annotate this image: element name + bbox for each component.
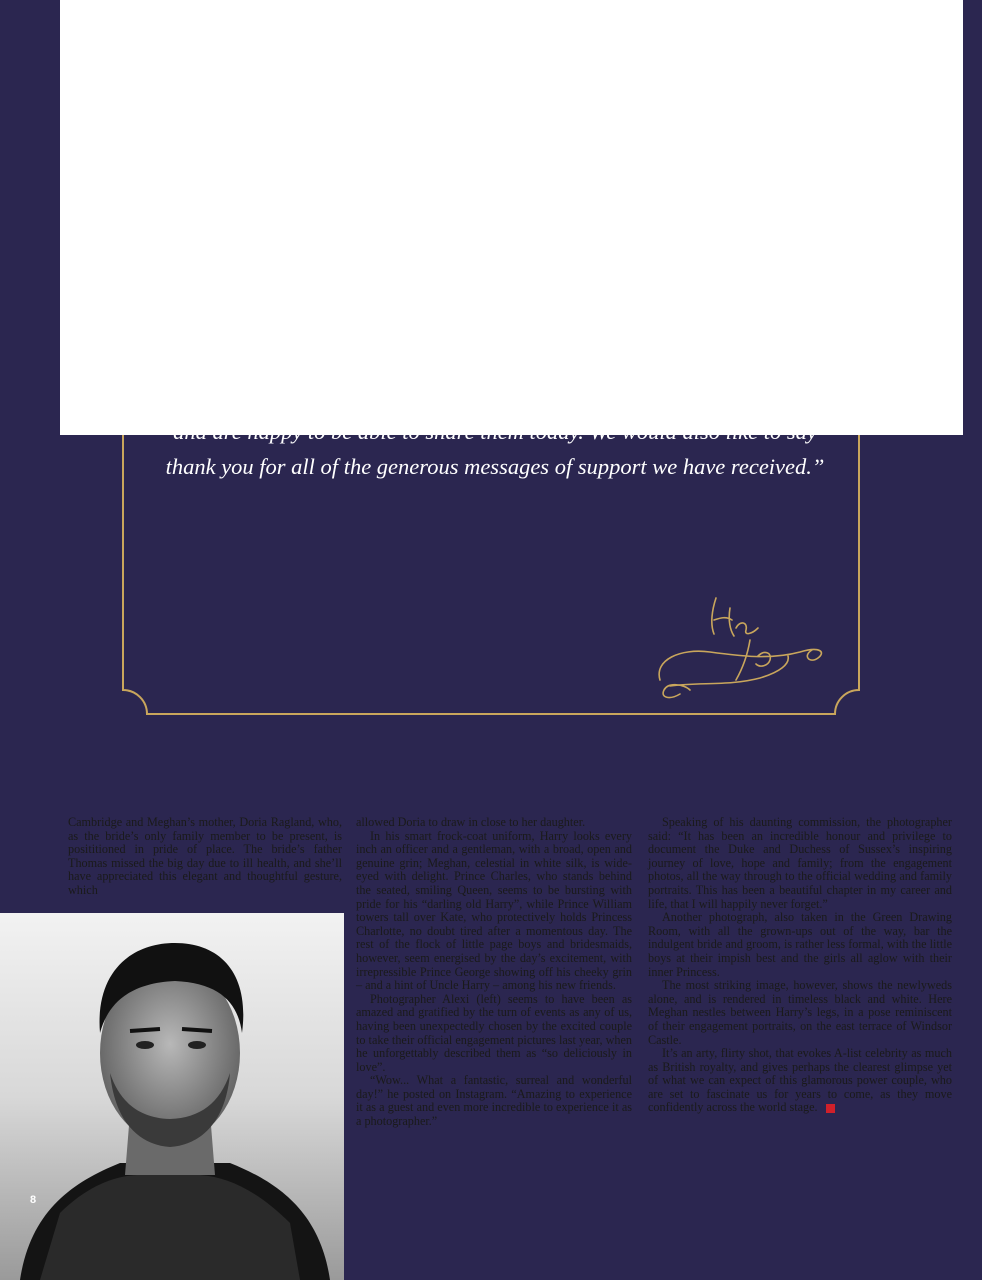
col1-paragraph-1: Cambridge and Meghan’s mother, Doria Ragland, who, as the bride’s only family member to be present, is posititioned in pride of place. The bride’s father Thomas missed the big day due to ill health, and she’ll have appreciated this elegant and thoughtful gesture, which	[68, 815, 342, 897]
col3-paragraph-3: The most striking image, however, shows the newlyweds alone, and is rendered in timeless black and white. Here Meghan nestles between Harry’s legs, in a pose reminiscent of their engagement portraits, on the east terrace of Windsor Castle.	[648, 978, 952, 1047]
col3-paragraph-4	[648, 1047, 952, 1115]
photo-alexi	[0, 913, 344, 1280]
article-panel	[60, 0, 963, 435]
col2-paragraph-2: In his smart frock-coat uniform, Harry looks every inch an officer and a gentleman, with a broad, open and genuine grin; Meghan, celestial in white silk, is wide-eyed with delight. Prince Charles, who stands behind the seated, smiling Queen, seems to be bursting with pride for his “darling old Harry”, while Prince William towers tall over Kate, who protectively holds Princess Charlotte, no doubt tired after a momentous day. The rest of the flock of little page boys and bridesmaids, however, seem energised by the day’s excitement, with irrepressible Prince George showing off his cheeky grin – and a hint of Uncle Harry – among his new friends.	[356, 828, 632, 993]
signature-icon	[640, 590, 830, 710]
page-number: 8	[30, 1194, 37, 1206]
end-mark-icon	[826, 1104, 835, 1113]
col2-paragraph-4: “Wow... What a fantastic, surreal and wonderful day!” he posted on Instagram. “Amazing to experience it as a guest and even more incredible to experience it as a photographer.”	[356, 1073, 632, 1129]
article-column-3	[648, 816, 952, 1115]
col2-paragraph-3: Photographer Alexi (left) seems to have been as amazed and gratified by the turn of events as any of us, having been unexpectedly chosen by the excited couple to take their official engagement pictures last year, when he unforgettably described them as “so deliciously in love”.	[356, 991, 632, 1074]
article-column-2	[356, 816, 632, 1129]
col3-paragraph-1: Speaking of his daunting commission, the photographer said: “It has been an incredible honour and privilege to document the Duke and Duchess of Sussex’s inspiring journey of love, hope and family; from the engagement photos, all the way through to the official wedding and family portraits. This has been a beautiful chapter in my career and life, that I will happily never forget.”	[648, 815, 952, 911]
col3-paragraph-4-text: It’s an arty, flirty shot, that evokes A-list celebrity as much as British royalty, and gives perhaps the clearest glimpse yet of what we can expect of this glamorous power couple, who are set to fascinate us for years to come, as they move confidently across the world stage.	[648, 1046, 952, 1115]
article-column-1	[68, 816, 342, 898]
portrait-photo-icon	[0, 913, 344, 1280]
col2-paragraph-1: allowed Doria to draw in close to her daughter.	[356, 815, 586, 829]
letter-paragraph-2: thank you for all of the generous messages of support we have received.”	[165, 454, 825, 479]
col3-paragraph-2: Another photograph, also taken in the Green Drawing Room, with all the grown-ups out of the way, bar the indulgent bride and groom, is rather less formal, with the little boys at their impish best and the girls all aglow with their inner Princess.	[648, 910, 952, 979]
